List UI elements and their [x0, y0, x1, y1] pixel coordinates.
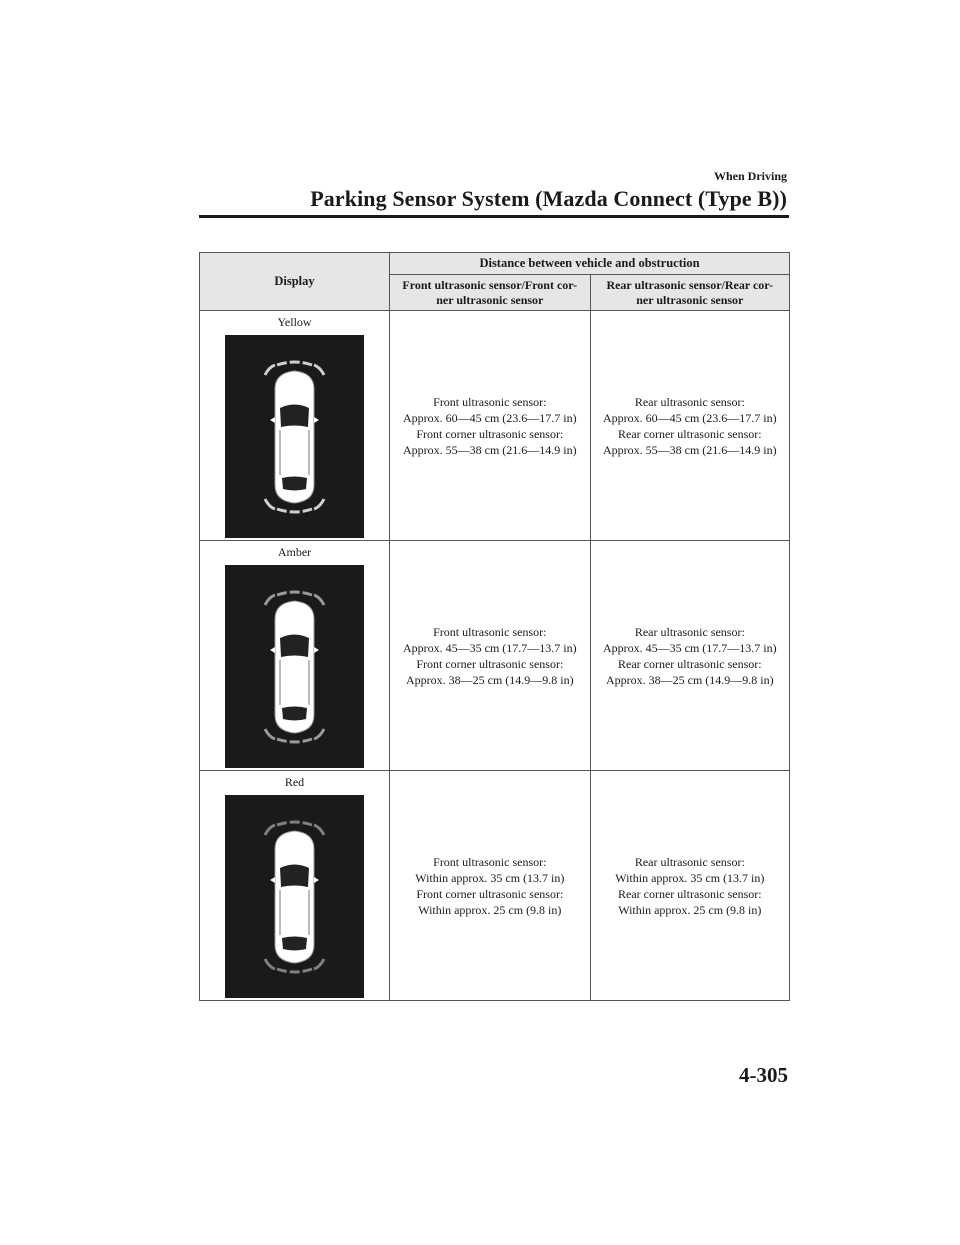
- rear-distance-line: Rear ultrasonic sensor:: [634, 854, 745, 869]
- windshield-icon: [280, 405, 309, 428]
- parking-display-screen: [225, 565, 364, 768]
- header-display: Display: [200, 253, 390, 311]
- section-label: When Driving: [713, 169, 787, 183]
- parking-sensor-table: [199, 252, 790, 1001]
- page-title: Parking Sensor System (Mazda Connect (Type B)): [310, 186, 787, 211]
- windshield-icon: [280, 865, 309, 888]
- rear-window-icon: [282, 937, 307, 951]
- front-distance-line: Front corner ultrasonic sensor:: [416, 656, 564, 671]
- front-distance-line: Front corner ultrasonic sensor:: [416, 426, 564, 441]
- rear-distance-line: Rear corner ultrasonic sensor:: [618, 426, 762, 441]
- rear-distance-cell: [590, 311, 789, 541]
- page-number: 4-305: [739, 1063, 788, 1087]
- rear-window-icon: [282, 707, 307, 721]
- table-row: [200, 771, 790, 1001]
- front-distance-line: Within approx. 25 cm (9.8 in): [418, 902, 562, 917]
- front-distance-line: Front corner ultrasonic sensor:: [416, 886, 564, 901]
- table-row: [200, 541, 790, 771]
- parking-display-screen: [225, 335, 364, 538]
- title-rule: [199, 215, 789, 218]
- display-color-label: Red: [284, 775, 305, 789]
- rear-distance-line: Approx. 38―25 cm (14.9―9.8 in): [605, 672, 774, 687]
- rear-distance-line: Within approx. 35 cm (13.7 in): [615, 870, 765, 885]
- parking-display-screen: [225, 795, 364, 998]
- rear-distance-cell: [590, 541, 789, 771]
- rear-distance-line: Rear ultrasonic sensor:: [634, 624, 745, 639]
- header-distance: Distance between vehicle and obstruction: [390, 253, 790, 275]
- rear-distance-line: Within approx. 25 cm (9.8 in): [618, 902, 762, 917]
- front-distance-line: Within approx. 35 cm (13.7 in): [415, 870, 565, 885]
- table-row: [200, 311, 790, 541]
- display-cell: [200, 771, 390, 1001]
- front-distance-line: Approx. 45―35 cm (17.7―13.7 in): [402, 640, 577, 655]
- front-distance-line: Front ultrasonic sensor:: [433, 854, 547, 869]
- header-front-sensor: Front ultrasonic sensor/Front cor- ner ultrasonic sensor: [390, 275, 591, 311]
- rear-distance-line: Approx. 55―38 cm (21.6―14.9 in): [602, 442, 777, 457]
- front-distance-line: Approx. 55―38 cm (21.6―14.9 in): [402, 442, 577, 457]
- rear-distance-cell: [590, 771, 789, 1001]
- header-rear-sensor: Rear ultrasonic sensor/Rear cor- ner ultrasonic sensor: [590, 275, 789, 311]
- front-distance-cell: [390, 541, 591, 771]
- display-color-label: Yellow: [277, 315, 312, 329]
- front-distance-line: Front ultrasonic sensor:: [433, 624, 547, 639]
- display-cell: [200, 541, 390, 771]
- front-distance-line: Front ultrasonic sensor:: [433, 394, 547, 409]
- rear-distance-line: Rear ultrasonic sensor:: [634, 394, 745, 409]
- front-distance-cell: [390, 771, 591, 1001]
- rear-distance-line: Approx. 45―35 cm (17.7―13.7 in): [602, 640, 777, 655]
- windshield-icon: [280, 635, 309, 658]
- front-distance-line: Approx. 60―45 cm (23.6―17.7 in): [402, 410, 577, 425]
- rear-distance-line: Approx. 60―45 cm (23.6―17.7 in): [602, 410, 777, 425]
- display-color-label: Amber: [277, 545, 312, 559]
- front-distance-line: Approx. 38―25 cm (14.9―9.8 in): [405, 672, 574, 687]
- front-distance-cell: [390, 311, 591, 541]
- display-cell: [200, 311, 390, 541]
- rear-window-icon: [282, 477, 307, 491]
- rear-distance-line: Rear corner ultrasonic sensor:: [618, 656, 762, 671]
- rear-distance-line: Rear corner ultrasonic sensor:: [618, 886, 762, 901]
